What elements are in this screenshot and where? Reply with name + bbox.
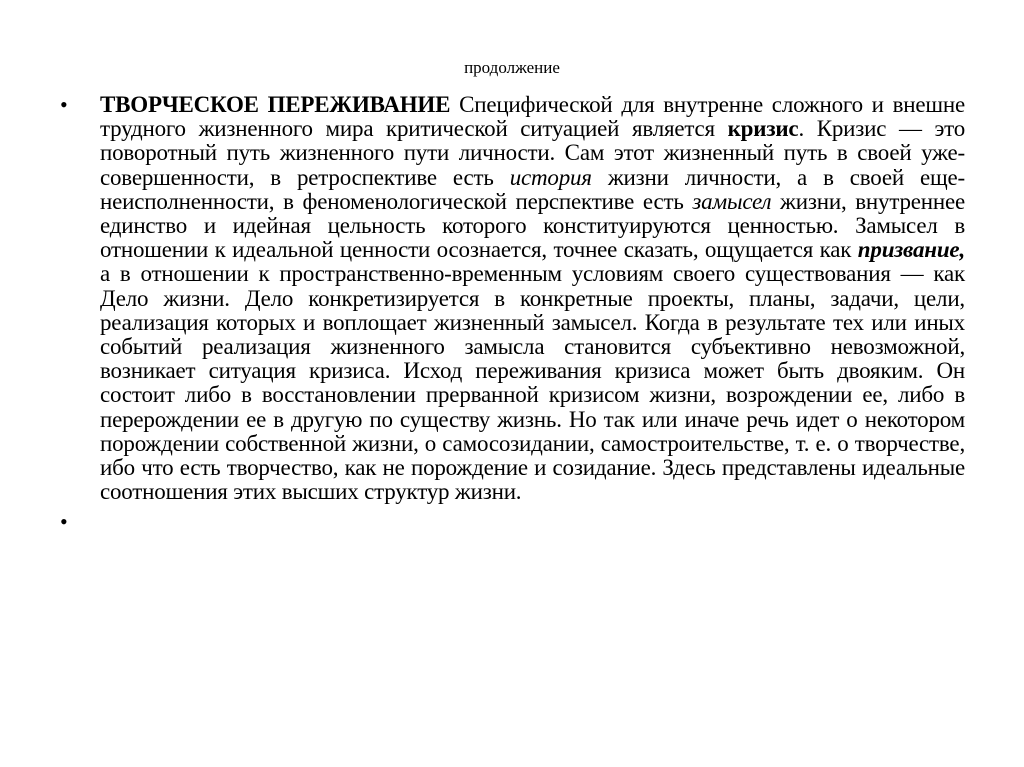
paragraph-text: а в отношении к пространственно-временным условиям своего существования — как Дело жизни. Дело конкретизируется в конкретные проекты, планы, задачи, цели, реализация которых и воплощает жизненный замысел. Когда в результате тех или иных событий реализация жизненного замысла становится субъективно невозможной, возникает ситуация кризиса. Исход переживания кризиса может быть двояким. Он состоит либо в восстановлении прерванной кризисом жизни, возрождении ее, либо в перерождении ее в другую по существу жизнь. Но так или иначе речь идет о некотором порождении собственной жизни, о самосозидании, самостроительстве, т. е. о творчестве, ибо что есть творчество, как не порождение и созидание. Здесь представлены идеальные соотношения этих высших структур жизни.: [100, 261, 965, 505]
bullet-list: [60, 93, 965, 534]
bullet-marker: •: [60, 92, 68, 117]
paragraph-text: жизни, внутреннее единство и идейная цельность которого конституируются ценностью. Замысел в отношении к идеальной ценности осознается, точнее сказать, ощущается как: [100, 188, 965, 263]
paragraph-text: . Кризис — это поворотный путь жизненного пути личности. Сам этот жизненный путь в своей уже-совершенности, в ретроспективе есть: [100, 116, 965, 190]
bullet-marker: •: [60, 509, 68, 535]
term-crisis: кризис: [727, 116, 799, 142]
bullet-item-empty: [60, 510, 965, 534]
term-calling: призвание,: [857, 237, 965, 263]
term-design: замысел: [692, 188, 772, 214]
bullet-item-main: [60, 93, 965, 504]
paragraph-text: Специфической для внутренне сложного и внешне трудного жизненного мира критической ситуацией является: [100, 92, 965, 142]
slide-title: продолжение: [464, 58, 560, 77]
term-history: история: [509, 164, 592, 190]
paragraph-text: жизни личности, а в своей еще-неисполненности, в феноменологической перспективе есть: [100, 164, 966, 214]
heading-term: ТВОРЧЕСКОЕ ПЕРЕЖИВАНИЕ: [100, 92, 451, 117]
